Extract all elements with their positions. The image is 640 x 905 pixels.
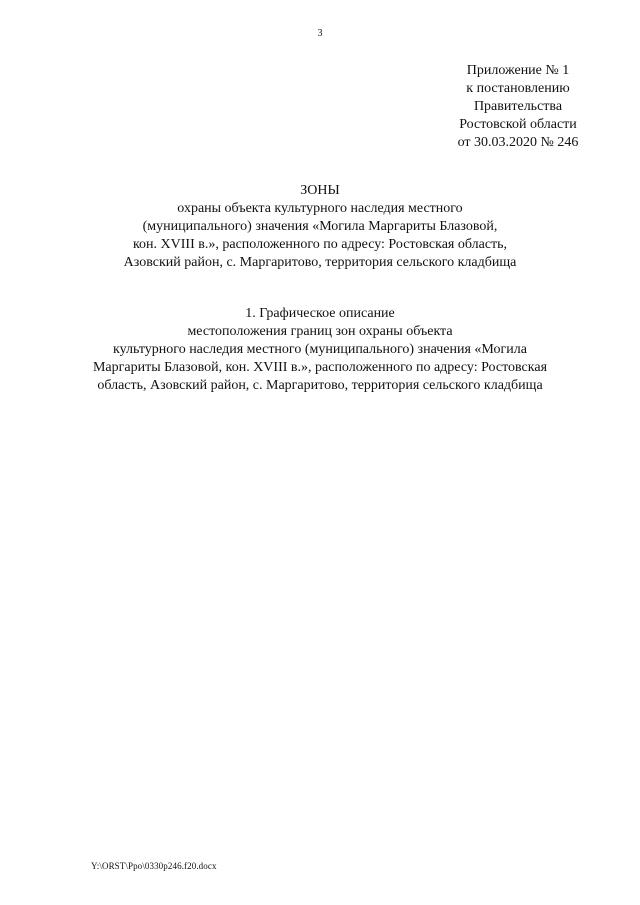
section-line: Маргариты Блазовой, кон. XVIII в.», расположенного по адресу: Ростовская (92, 360, 548, 375)
appendix-header (448, 62, 588, 152)
appendix-line: Правительства (473, 99, 563, 114)
appendix-line: Приложение № 1 (466, 63, 570, 78)
footer-file-path: Y:\ORST\Ppo\0330p246.f20.docx (91, 861, 217, 871)
document-subtitle (0, 200, 640, 272)
section-line: 1. Графическое описание (245, 306, 395, 321)
subtitle-line: Азовский район, с. Маргаритово, территория сельского кладбища (123, 255, 517, 270)
section-line: местоположения границ зон охраны объекта (187, 324, 453, 339)
appendix-line: Ростовской области (459, 117, 577, 132)
section-line: область, Азовский район, с. Маргаритово, территория сельского кладбища (97, 378, 543, 393)
subtitle-line: охраны объекта культурного наследия местного (177, 201, 463, 216)
page-number: 3 (317, 28, 323, 39)
document-title: ЗОНЫ (300, 183, 340, 198)
subtitle-line: (муниципального) значения «Могила Маргариты Блазовой, (142, 219, 498, 234)
appendix-line: от 30.03.2020 № 246 (457, 135, 579, 150)
section-line: культурного наследия местного (муниципального) значения «Могила (113, 342, 527, 357)
section-heading (0, 305, 640, 395)
appendix-line: к постановлению (466, 81, 570, 96)
subtitle-line: кон. XVIII в.», расположенного по адресу: Ростовская область, (132, 237, 508, 252)
